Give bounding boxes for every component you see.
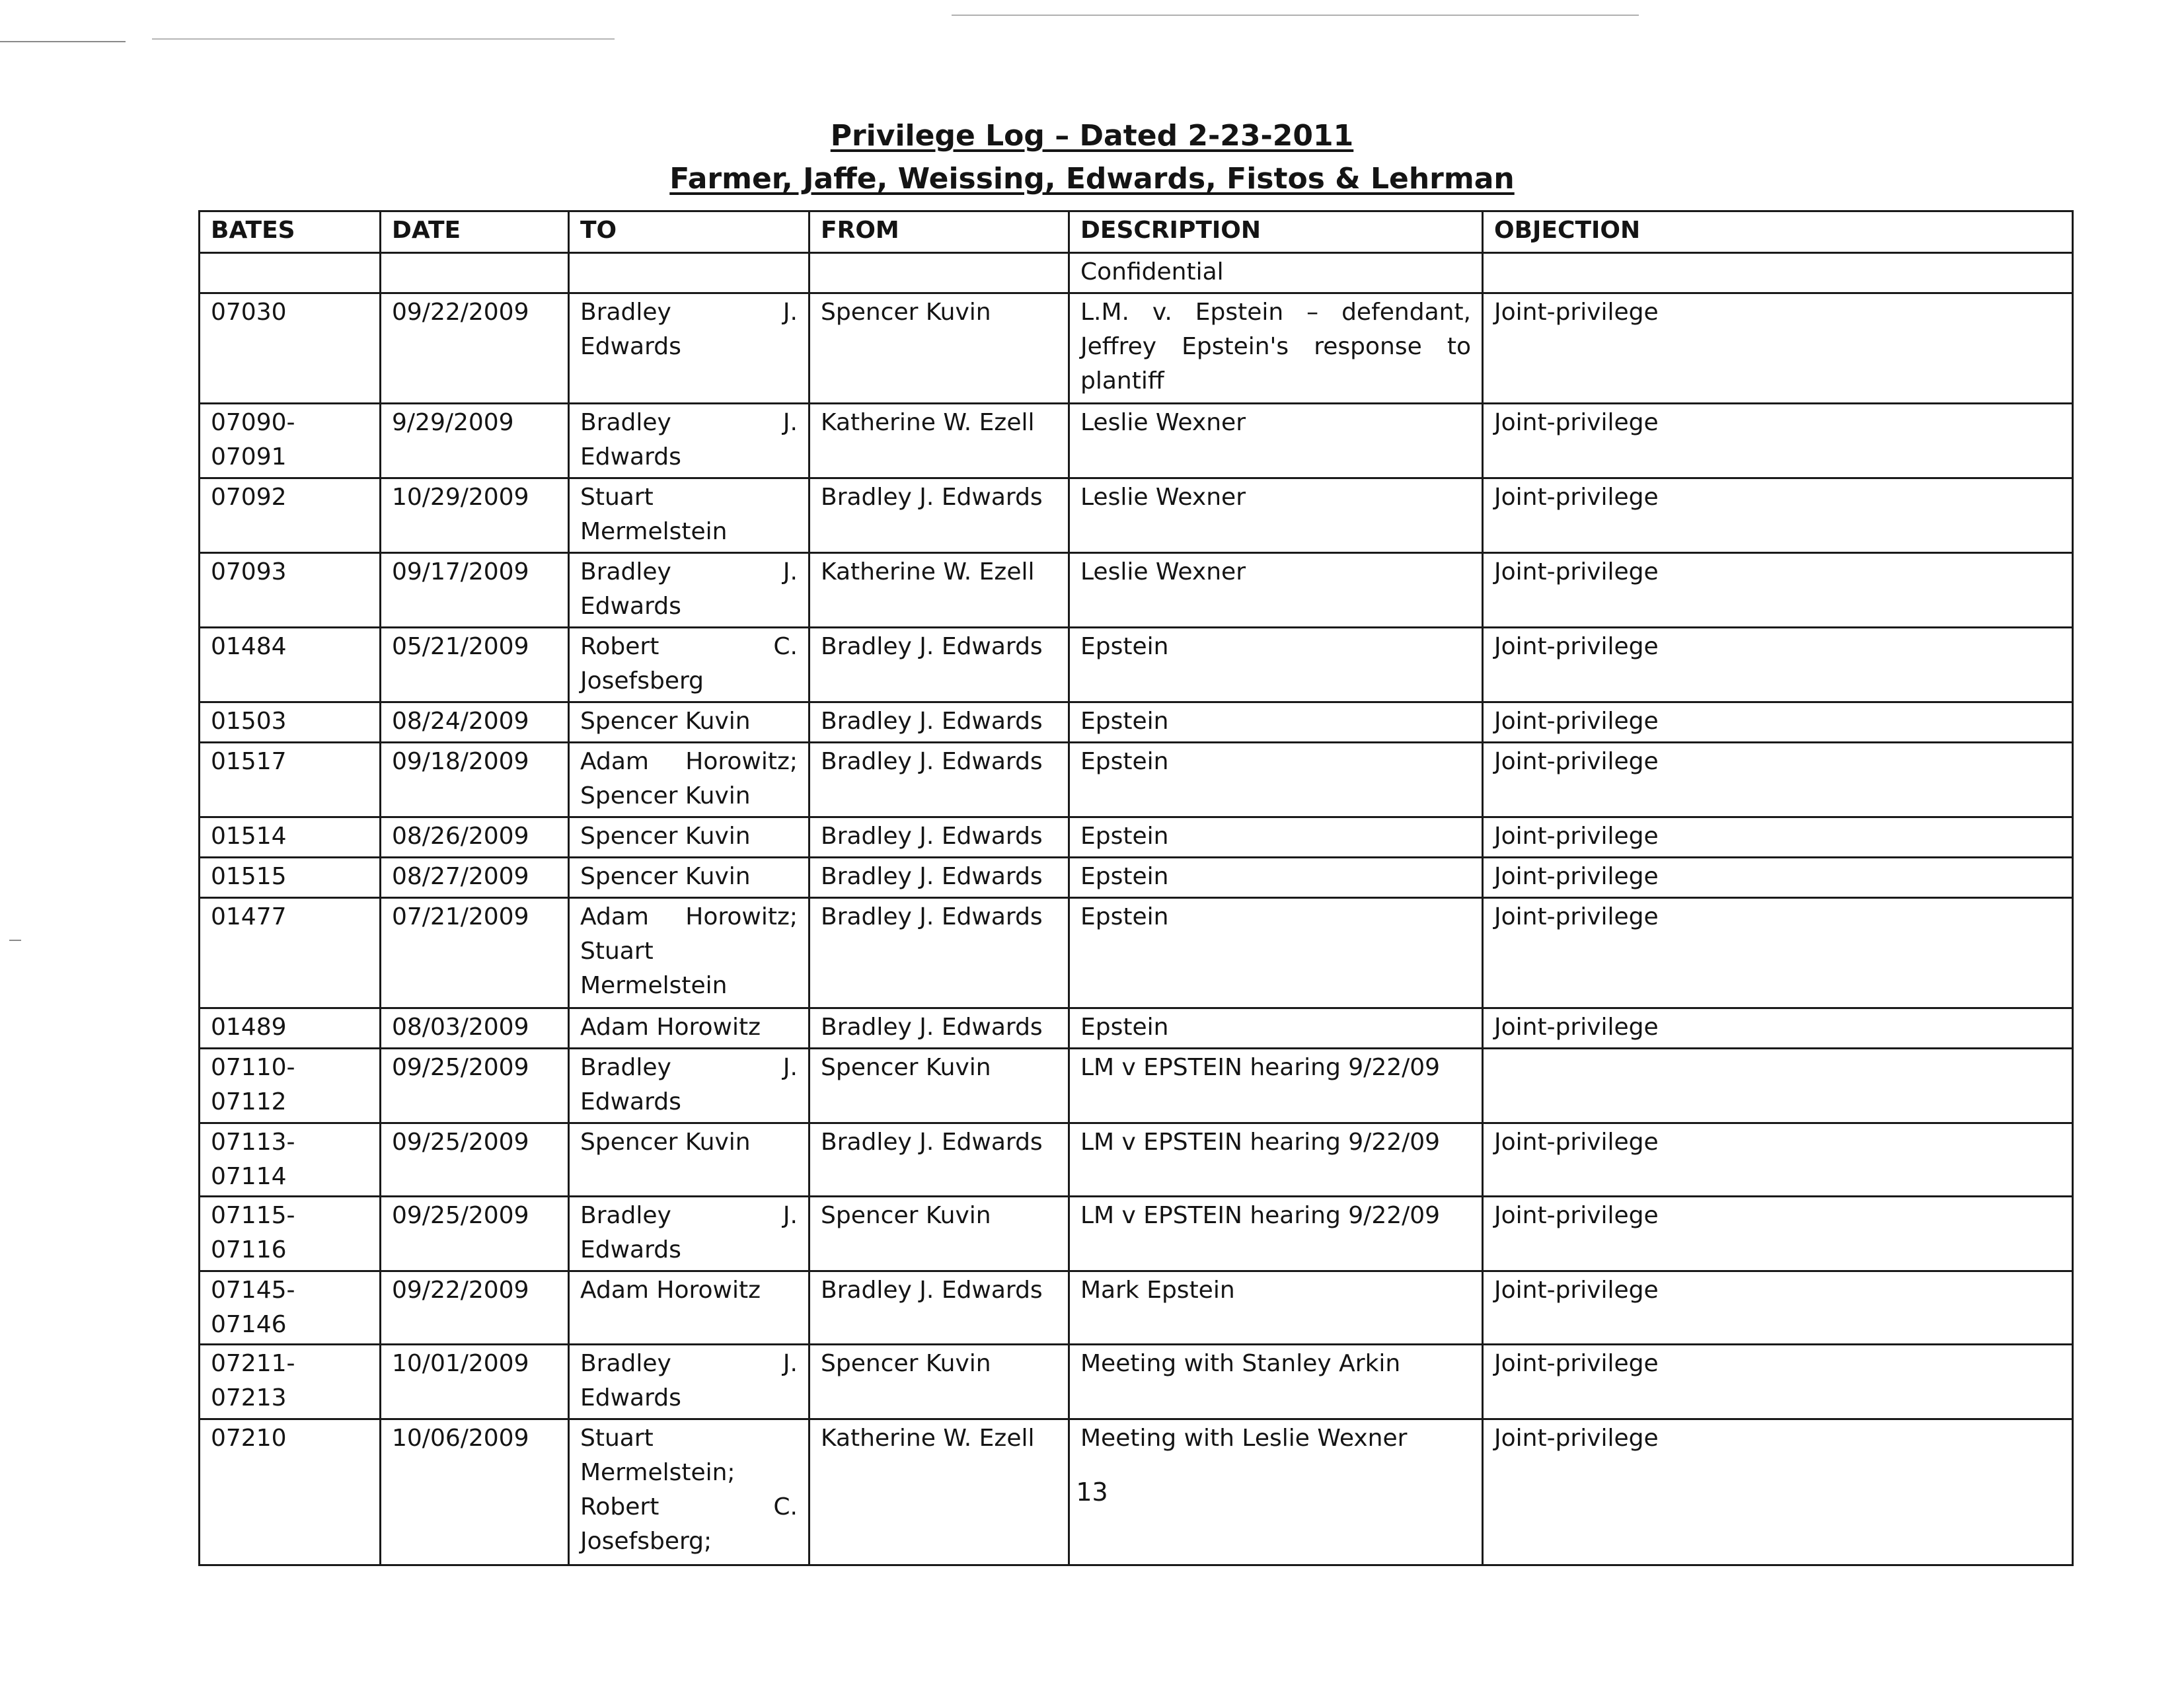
cell-description: Meeting with Stanley Arkin	[1069, 1345, 1483, 1419]
cell-from: Bradley J. Edwards	[810, 817, 1069, 858]
cell-from: Spencer Kuvin	[810, 293, 1069, 404]
page-number: 13	[1076, 1478, 1108, 1507]
table-row	[200, 628, 2073, 702]
cell-from: Bradley J. Edwards	[810, 628, 1069, 702]
cell-date: 08/26/2009	[381, 817, 569, 858]
cell-description: LM v EPSTEIN hearing 9/22/09	[1069, 1123, 1483, 1197]
cell-to	[569, 253, 810, 293]
cell-date: 08/03/2009	[381, 1008, 569, 1049]
cell-from: Bradley J. Edwards	[810, 1123, 1069, 1197]
page-title: Privilege Log – Dated 2-23-2011	[830, 119, 1354, 153]
cell-from: Spencer Kuvin	[810, 1197, 1069, 1271]
cell-description: Epstein	[1069, 743, 1483, 817]
cell-description: Meeting with Leslie Wexner	[1069, 1419, 1483, 1565]
table-row	[200, 293, 2073, 404]
cell-bates: 07092	[200, 478, 381, 553]
cell-date: 09/22/2009	[381, 1271, 569, 1345]
cell-description: Leslie Wexner	[1069, 478, 1483, 553]
cell-to: Bradley J. Edwards	[569, 404, 810, 478]
cell-objection: Joint-privilege	[1483, 898, 2073, 1008]
cell-to: Adam Horowitz; Spencer Kuvin	[569, 743, 810, 817]
cell-bates: 07090-07091	[200, 404, 381, 478]
table-row	[200, 702, 2073, 743]
table-row	[200, 743, 2073, 817]
column-header-objection: OBJECTION	[1483, 211, 2073, 253]
cell-description: LM v EPSTEIN hearing 9/22/09	[1069, 1049, 1483, 1123]
cell-description: LM v EPSTEIN hearing 9/22/09	[1069, 1197, 1483, 1271]
cell-to: Adam Horowitz	[569, 1008, 810, 1049]
cell-date: 09/22/2009	[381, 293, 569, 404]
cell-objection: Joint-privilege	[1483, 743, 2073, 817]
cell-from: Bradley J. Edwards	[810, 898, 1069, 1008]
cell-from: Spencer Kuvin	[810, 1049, 1069, 1123]
cell-to: Bradley J. Edwards	[569, 553, 810, 628]
cell-description: Epstein	[1069, 898, 1483, 1008]
cell-date: 09/18/2009	[381, 743, 569, 817]
cell-date: 08/27/2009	[381, 858, 569, 898]
cell-to: Spencer Kuvin	[569, 858, 810, 898]
cell-from: Katherine W. Ezell	[810, 1419, 1069, 1565]
table-row	[200, 1345, 2073, 1419]
cell-date: 05/21/2009	[381, 628, 569, 702]
scan-artifact	[152, 38, 615, 40]
cell-description: Epstein	[1069, 1008, 1483, 1049]
cell-description: L.M. v. Epstein – defendant, Jeffrey Epstein's response to plantiff	[1069, 293, 1483, 404]
cell-to: Bradley J. Edwards	[569, 1345, 810, 1419]
scan-artifact	[0, 41, 126, 42]
cell-description: Confidential	[1069, 253, 1483, 293]
scan-artifact	[9, 940, 21, 941]
cell-description: Epstein	[1069, 858, 1483, 898]
table-row	[200, 1271, 2073, 1345]
cell-objection: Joint-privilege	[1483, 1345, 2073, 1419]
cell-from: Bradley J. Edwards	[810, 858, 1069, 898]
cell-date: 09/25/2009	[381, 1197, 569, 1271]
cell-objection: Joint-privilege	[1483, 293, 2073, 404]
cell-objection: Joint-privilege	[1483, 628, 2073, 702]
column-header-date: DATE	[381, 211, 569, 253]
table-row	[200, 478, 2073, 553]
cell-bates: 07210	[200, 1419, 381, 1565]
column-header-to: TO	[569, 211, 810, 253]
table-row	[200, 1049, 2073, 1123]
column-header-bates: BATES	[200, 211, 381, 253]
cell-from: Bradley J. Edwards	[810, 1271, 1069, 1345]
privilege-log-table	[198, 210, 2074, 1566]
cell-date: 10/29/2009	[381, 478, 569, 553]
cell-description: Mark Epstein	[1069, 1271, 1483, 1345]
column-header-from: FROM	[810, 211, 1069, 253]
cell-objection: Joint-privilege	[1483, 404, 2073, 478]
cell-to: Robert C. Josefsberg	[569, 628, 810, 702]
cell-bates: 01477	[200, 898, 381, 1008]
cell-description: Leslie Wexner	[1069, 553, 1483, 628]
cell-objection	[1483, 1049, 2073, 1123]
cell-to: Stuart Mermelstein; Robert C. Josefsberg;	[569, 1419, 810, 1565]
table-row	[200, 1197, 2073, 1271]
cell-to: Spencer Kuvin	[569, 702, 810, 743]
cell-bates: 01517	[200, 743, 381, 817]
cell-to: Adam Horowitz; Stuart Mermelstein	[569, 898, 810, 1008]
cell-date: 09/25/2009	[381, 1049, 569, 1123]
cell-from: Katherine W. Ezell	[810, 404, 1069, 478]
cell-date: 09/17/2009	[381, 553, 569, 628]
cell-date: 09/25/2009	[381, 1123, 569, 1197]
cell-bates: 07115-07116	[200, 1197, 381, 1271]
table-row	[200, 1008, 2073, 1049]
page-subtitle: Farmer, Jaffe, Weissing, Edwards, Fistos & Lehrman	[669, 162, 1515, 196]
cell-objection: Joint-privilege	[1483, 858, 2073, 898]
cell-bates: 07211-07213	[200, 1345, 381, 1419]
cell-description: Epstein	[1069, 628, 1483, 702]
cell-from: Spencer Kuvin	[810, 1345, 1069, 1419]
cell-date: 07/21/2009	[381, 898, 569, 1008]
cell-date: 9/29/2009	[381, 404, 569, 478]
cell-objection: Joint-privilege	[1483, 1123, 2073, 1197]
cell-bates: 07030	[200, 293, 381, 404]
cell-objection	[1483, 253, 2073, 293]
cell-date: 10/01/2009	[381, 1345, 569, 1419]
cell-bates: 01514	[200, 817, 381, 858]
cell-bates: 07145-07146	[200, 1271, 381, 1345]
cell-to: Adam Horowitz	[569, 1271, 810, 1345]
cell-bates	[200, 253, 381, 293]
cell-to: Bradley J. Edwards	[569, 1197, 810, 1271]
cell-to: Bradley J. Edwards	[569, 293, 810, 404]
cell-from: Bradley J. Edwards	[810, 702, 1069, 743]
cell-date: 08/24/2009	[381, 702, 569, 743]
cell-bates: 07093	[200, 553, 381, 628]
cell-objection: Joint-privilege	[1483, 1197, 2073, 1271]
table-header-row	[200, 211, 2073, 253]
cell-date: 10/06/2009	[381, 1419, 569, 1565]
cell-bates: 01515	[200, 858, 381, 898]
table-row	[200, 404, 2073, 478]
cell-bates: 01489	[200, 1008, 381, 1049]
cell-from: Katherine W. Ezell	[810, 553, 1069, 628]
table-row	[200, 817, 2073, 858]
cell-bates: 01484	[200, 628, 381, 702]
table-row	[200, 898, 2073, 1008]
table-row	[200, 858, 2073, 898]
cell-from: Bradley J. Edwards	[810, 743, 1069, 817]
cell-objection: Joint-privilege	[1483, 478, 2073, 553]
table-row	[200, 553, 2073, 628]
cell-from: Bradley J. Edwards	[810, 478, 1069, 553]
column-header-description: DESCRIPTION	[1069, 211, 1483, 253]
cell-objection: Joint-privilege	[1483, 1008, 2073, 1049]
cell-description: Leslie Wexner	[1069, 404, 1483, 478]
cell-bates: 01503	[200, 702, 381, 743]
cell-from: Bradley J. Edwards	[810, 1008, 1069, 1049]
cell-objection: Joint-privilege	[1483, 553, 2073, 628]
cell-description: Epstein	[1069, 817, 1483, 858]
cell-to: Spencer Kuvin	[569, 817, 810, 858]
table-row	[200, 253, 2073, 293]
cell-to: Stuart Mermelstein	[569, 478, 810, 553]
cell-date	[381, 253, 569, 293]
cell-objection: Joint-privilege	[1483, 817, 2073, 858]
cell-objection: Joint-privilege	[1483, 702, 2073, 743]
cell-to: Spencer Kuvin	[569, 1123, 810, 1197]
cell-to: Bradley J. Edwards	[569, 1049, 810, 1123]
scan-artifact	[952, 15, 1639, 16]
cell-bates: 07113-07114	[200, 1123, 381, 1197]
cell-from	[810, 253, 1069, 293]
cell-objection: Joint-privilege	[1483, 1419, 2073, 1565]
cell-description: Epstein	[1069, 702, 1483, 743]
cell-objection: Joint-privilege	[1483, 1271, 2073, 1345]
cell-bates: 07110-07112	[200, 1049, 381, 1123]
table-row	[200, 1123, 2073, 1197]
